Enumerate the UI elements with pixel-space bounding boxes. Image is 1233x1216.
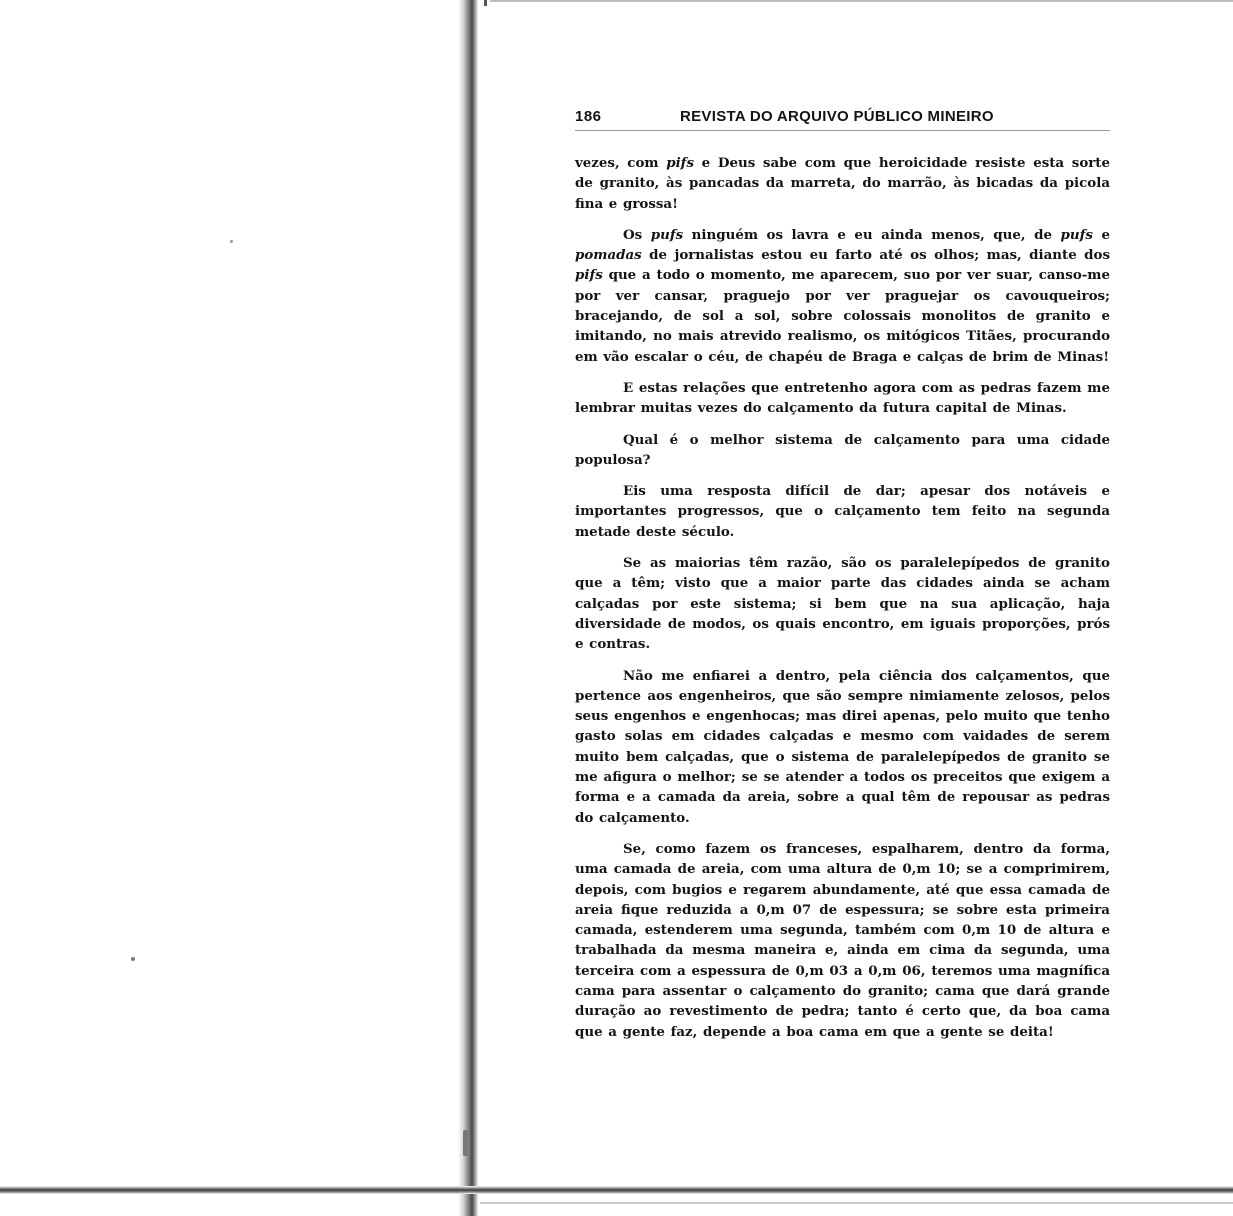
paragraph	[575, 153, 1110, 214]
gutter-smudge	[463, 1130, 468, 1156]
italic-term: pufs	[650, 226, 684, 243]
italic-term: pomadas	[575, 247, 642, 264]
paragraph-text: e	[1092, 226, 1110, 243]
paragraph	[575, 553, 1110, 654]
italic-term: pifs	[575, 267, 603, 284]
paragraph-text: que a todo o momento, me aparecem, suo por ver suar, canso-me por ver cansar, praguejo por ver praguejar os cavouqueiros; bracejando, de sol a sol, sobre colossais monolitos de granito e imitando, no mais atrevido realismo, os mitógicos Titães, procurando em vão escalar o céu, de chapéu de Braga e calças de brim de Minas!	[575, 267, 1110, 365]
top-edge-rule	[490, 0, 1233, 2]
running-title: REVISTA DO ARQUIVO PÚBLICO MINEIRO	[680, 108, 994, 125]
paragraph	[575, 430, 1110, 471]
paragraph	[575, 666, 1110, 828]
printed-page	[575, 104, 1110, 1053]
paragraph-text: de jornalistas estou eu farto até os olhos; mas, diante dos	[641, 247, 1110, 264]
paragraph-text: Se, como fazem os franceses, espalharem, dentro da forma, uma camada de areia, com uma altura de 0,m 10; se a comprimirem, depois, com bugios e regarem abundamente, até que essa camada de areia fique reduzida a 0,m 07 de espessura; se sobre esta primeira camada, estenderem uma segunda, também com 0,m 10 de altura e trabalhada da mesma maneira e, ainda em cima da segunda, uma terceira com a espessura de 0,m 03 a 0,m 06, teremos uma magnífica cama para assentar o calçamento do granito; cama que dará grande duração ao revestimento de pedra; tanto é certo que, da boa cama que a gente faz, depende a boa cama em que a gente se deita!	[575, 840, 1110, 1040]
paragraph-text: vezes, com	[575, 155, 667, 171]
bottom-edge-rule	[480, 1202, 1233, 1204]
paragraph	[575, 225, 1110, 367]
paper-speck	[230, 240, 233, 243]
page-number: 186	[575, 108, 602, 125]
book-gutter	[458, 0, 478, 1216]
paragraph-text: E estas relações que entretenho agora com as pedras fazem me lembrar muitas vezes do calçamento da futura capital de Minas.	[575, 379, 1110, 417]
paragraph-text: Os	[623, 226, 651, 243]
paragraph-text: Eis uma resposta difícil de dar; apesar dos notáveis e importantes progressos, que o calçamento tem feito na segunda metade deste século.	[575, 483, 1110, 540]
paragraph-text: Não me enfiarei a dentro, pela ciência dos calçamentos, que pertence aos engenheiros, que são sempre nimiamente zelosos, pelos seus engenhos e engenhocas; mas direi apenas, pelo muito que tenho gasto solas em cidades calçadas e mesmo com vaidades de serem muito bem calçadas, que o sistema de paralelepípedos de granito se me afigura o melhor; se se atender a todos os preceitos que exigem a forma e a camada da areia, sobre a qual têm de repousar as pedras do calçamento.	[575, 667, 1110, 826]
paragraph-text: Qual é o melhor sistema de calçamento para uma cidade populosa?	[575, 431, 1110, 468]
paper-speck	[131, 957, 135, 961]
blank-left-page	[0, 0, 462, 1216]
page-header	[575, 104, 1110, 131]
paragraph-text: Se as maiorias têm razão, são os paralelepípedos de granito que a têm; visto que a maior parte das cidades ainda se acham calçadas por este sistema; si bem que na sua aplicação, haja diversidade de modos, os quais encontro, em iguais proporções, prós e contras.	[575, 555, 1110, 653]
paragraph-text: e Deus sabe com que heroicidade resiste esta sorte de granito, às pancadas da marreta, do marrão, às bicadas da picola fina e grossa!	[575, 155, 1111, 212]
paragraph	[575, 839, 1110, 1042]
page-bottom-shadow	[0, 1186, 1233, 1194]
paragraph	[575, 378, 1110, 419]
body-text	[575, 153, 1110, 1042]
gutter-mark	[484, 0, 487, 6]
italic-term: pifs	[666, 155, 694, 171]
paragraph	[575, 481, 1110, 542]
italic-term: pufs	[1060, 226, 1093, 243]
paragraph-text: ninguém os lavra e eu ainda menos, que, de	[683, 226, 1061, 243]
